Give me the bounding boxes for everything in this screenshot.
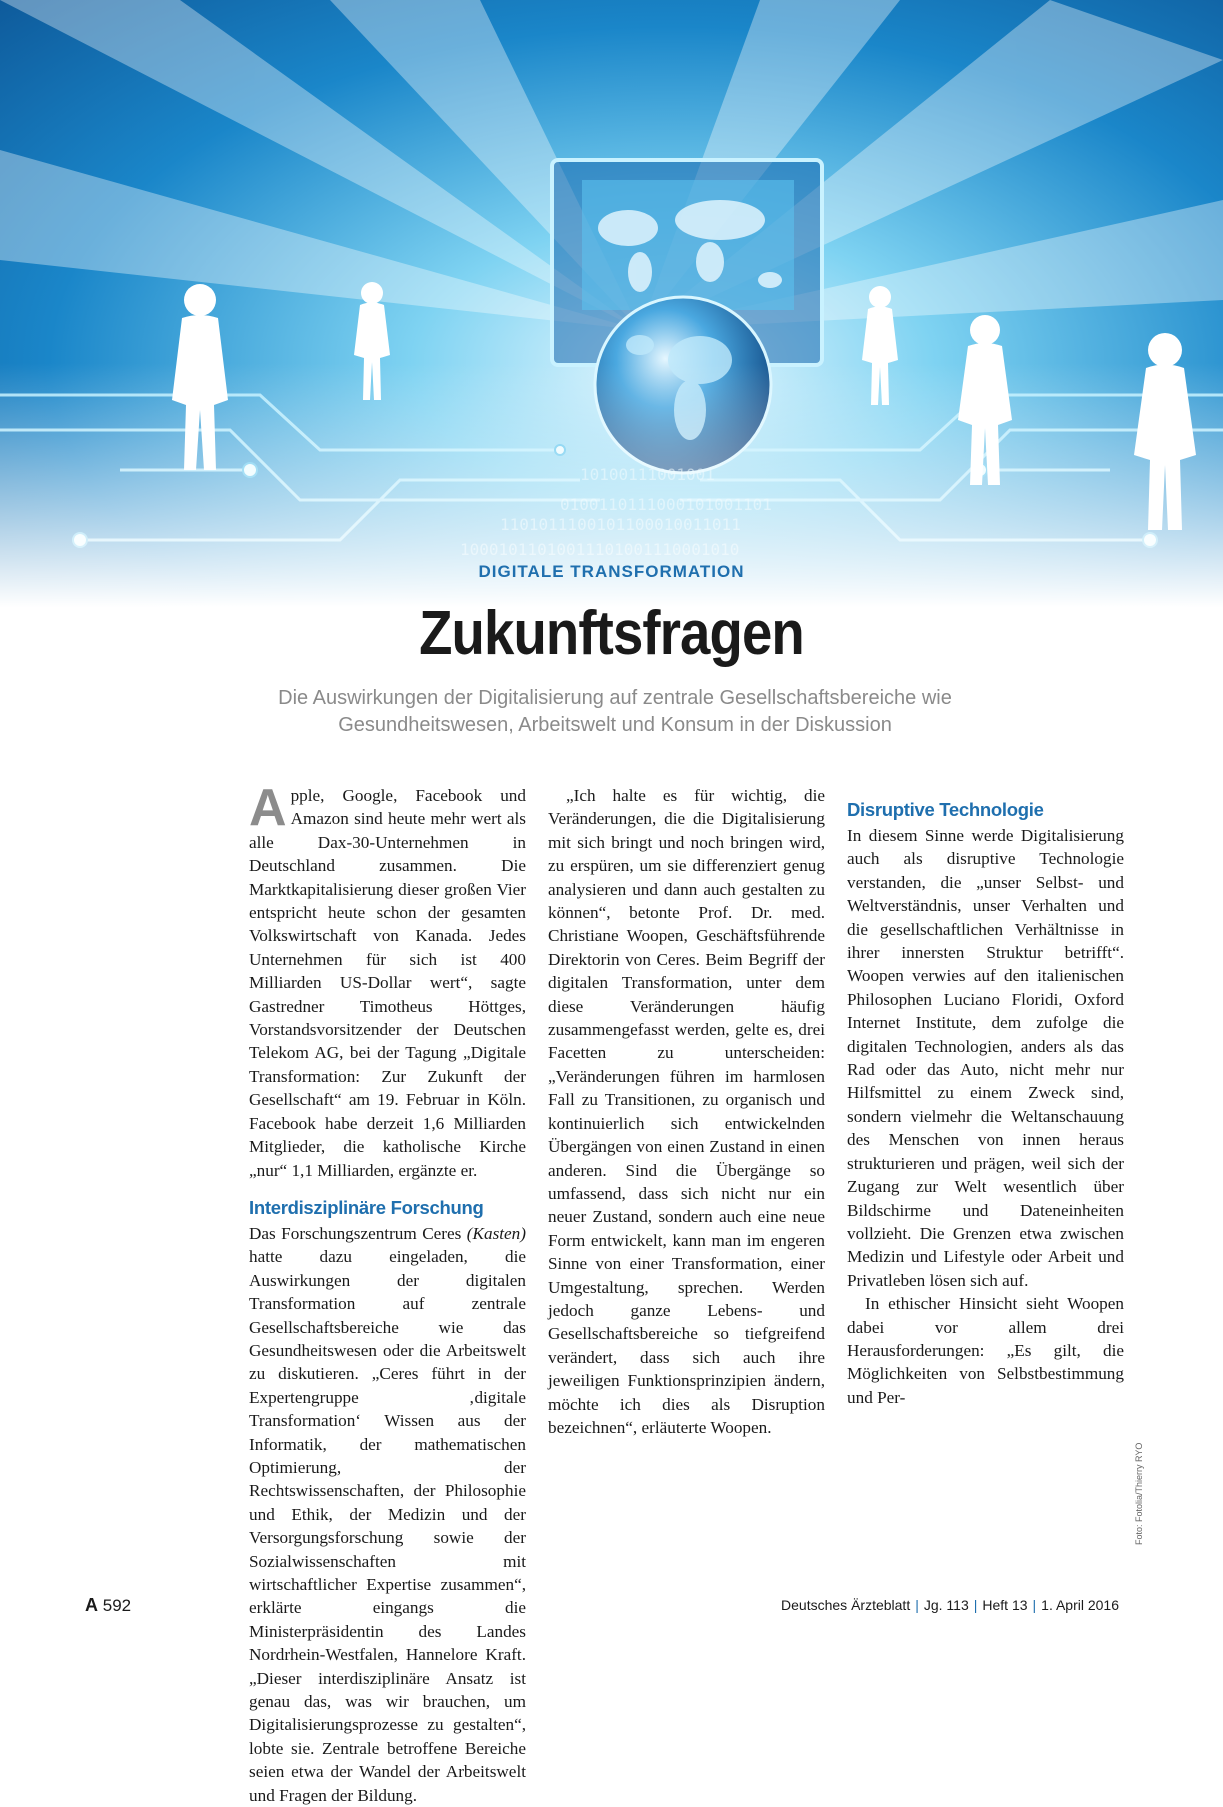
paragraph-1 <box>249 779 526 1182</box>
journal-name: Deutsches Ärzteblatt <box>781 1597 911 1613</box>
paragraph-5: In ethischer Hinsicht sieht Woopen dabei vor allem drei Herausforderungen: „Es gilt, die Möglichkeiten von Selbstbestimmung und Per- <box>847 1294 1124 1407</box>
page-prefix: A <box>85 1595 98 1615</box>
paragraph-2-text-a: Das Forschungszentrum Ceres <box>249 1223 467 1243</box>
page-number <box>85 1595 131 1616</box>
separator: | <box>915 1597 919 1613</box>
paragraph-2 <box>249 1222 526 1807</box>
hero-illustration <box>0 0 1223 660</box>
article-subtitle <box>260 685 970 739</box>
separator: | <box>973 1597 978 1613</box>
journal-info <box>781 1597 1119 1613</box>
journal-date: 1. April 2016 <box>1041 1597 1119 1613</box>
paragraph-2-text-b: hatte dazu eingeladen, die Auswirkungen der digitalen Transformation auf zentrale Gesellschaftsbereiche wie das Gesundheitswesen oder die Arbeitswelt zu diskutieren. „Ceres führt in der Expertengruppe ‚digitale Transformation‘ Wissen aus der Informatik, der mathematischen Optimierung, der Rechtswissenschaften, der Philosophie und Ethik, der Medizin und der Versorgungsforschung sowie der Sozialwissenschaften mit wirtschaftlicher Expertise zusammen“, erklärte eingangs die Ministerpräsidentin des Landes Nordrhein-Westfalen, Hannelore Kraft. „Dieser interdisziplinäre Ansatz ist genau das, was wir brauchen, um Digitalisierungsprozesse zu gestalten“, lobte sie. Zentrale betroffene Bereiche seien etwa der Wandel der Arbeitswelt und Fragen der Bildung. <box>249 1247 526 1805</box>
subtitle-line-2: Gesundheitswesen, Arbeitswelt und Konsum in der Diskussion <box>338 714 892 736</box>
kasten-reference: (Kasten) <box>466 1223 526 1243</box>
journal-volume: Jg. 113 <box>923 1597 969 1613</box>
page-number-value: 592 <box>102 1596 132 1615</box>
paragraph-4: In diesem Sinne werde Digitalisierung auch als disruptive Technologie verstanden, die „unser Selbst- und Weltverständnis, unser Verhalten und die gesellschaftlichen Verhältnisse in ihrer innersten Struktur betrifft“. Woopen verwies auf den italienischen Philosophen Luciano Floridi, Oxford Internet Institute, dem zufolge die digitalen Technologien, anders als das Rad oder das Auto, nicht mehr nur Hilfsmittel zu einem Zweck sind, sondern vielmehr die Weltanschauung des Menschen von innen heraus strukturieren und prägen, weil sich der Zugang zur Welt wesentlich über Bildschirme und Dateneinheiten vollzieht. Die Grenzen etwa zwischen Medizin und Lifestyle oder Arbeit und Privatleben lösen sich auf. <box>847 826 1124 1290</box>
journal-issue: Heft 13 <box>982 1597 1028 1613</box>
drop-cap: A <box>249 779 287 837</box>
paragraph-1-text: pple, Google, Facebook und Amazon sind heute mehr wert als alle Dax-30-Unternehmen in Deutschland zusammen. Die Marktkapitalisierung dieser großen Vier entspricht heute schon der gesamten Volkswirtschaft von Kanada. Jedes Unternehmen für sich ist 400 Milliarden US-Dollar wert“, sagte Gastredner Timotheus Höttges, Vorstandsvorsitzender der Deutschen Telekom AG, bei der Tagung „Digitale Transformation: Zur Zukunft der Gesellschaft“ am 19. Februar in Köln. Facebook habe derzeit 1,6 Milliarden Mitglieder, die katholische Kirche „nur“ 1,1 Milliarden, ergänzte er. <box>249 786 526 1180</box>
separator: | <box>1032 1597 1037 1613</box>
subhead-disruptive: Disruptive Technologie <box>847 799 1044 820</box>
paragraph-3: „Ich halte es für wichtig, die Veränderungen, die die Digitalisierung mit sich bringt und noch bringen wird, zu erspüren, um sie differenziert genug analysieren und dann auch gestalten zu können“, betonte Prof. Dr. med. Christiane Woopen, Geschäftsführende Direktorin von Ceres. Beim Begriff der digitalen Transformation, unter dem diese Veränderungen häufig zusammengefasst werden, gelte es, drei Facetten zu unterscheiden: „Veränderungen führen im harmlosen Fall zu Transitionen, zu organisch und kontinuierlich sich entwickelnden Übergängen von einen Zustand in einen anderen. Sind die Übergänge so umfassend, dass sich nicht nur ein neuer Zustand, sondern auch eine neue Form entwickelt, kann man im engeren Sinne von einer Transformation, einer Umgestaltung, sprechen. Werden jedoch ganze Lebens- und Gesellschaftsbereiche so tiefgreifend verändert, dass sich auch ihre jeweiligen Funktionsprinzipien ändern, möchte ich dies als Disruption bezeichnen“, erläuterte Woopen. <box>548 786 825 1437</box>
article-kicker: DIGITALE TRANSFORMATION <box>478 562 745 581</box>
subhead-interdisziplinaer: Interdisziplinäre Forschung <box>249 1196 484 1218</box>
column-3 <box>847 784 1124 1409</box>
subtitle-line-1: Die Auswirkungen der Digitalisierung auf zentrale Gesellschaftsbereiche wie <box>278 687 952 709</box>
hero-image <box>0 0 1223 660</box>
article-title: Zukunftsfragen <box>419 599 804 668</box>
column-2 <box>548 784 825 1439</box>
photo-credit: Foto: Fotolia/Thierry RYO <box>1134 1442 1144 1545</box>
